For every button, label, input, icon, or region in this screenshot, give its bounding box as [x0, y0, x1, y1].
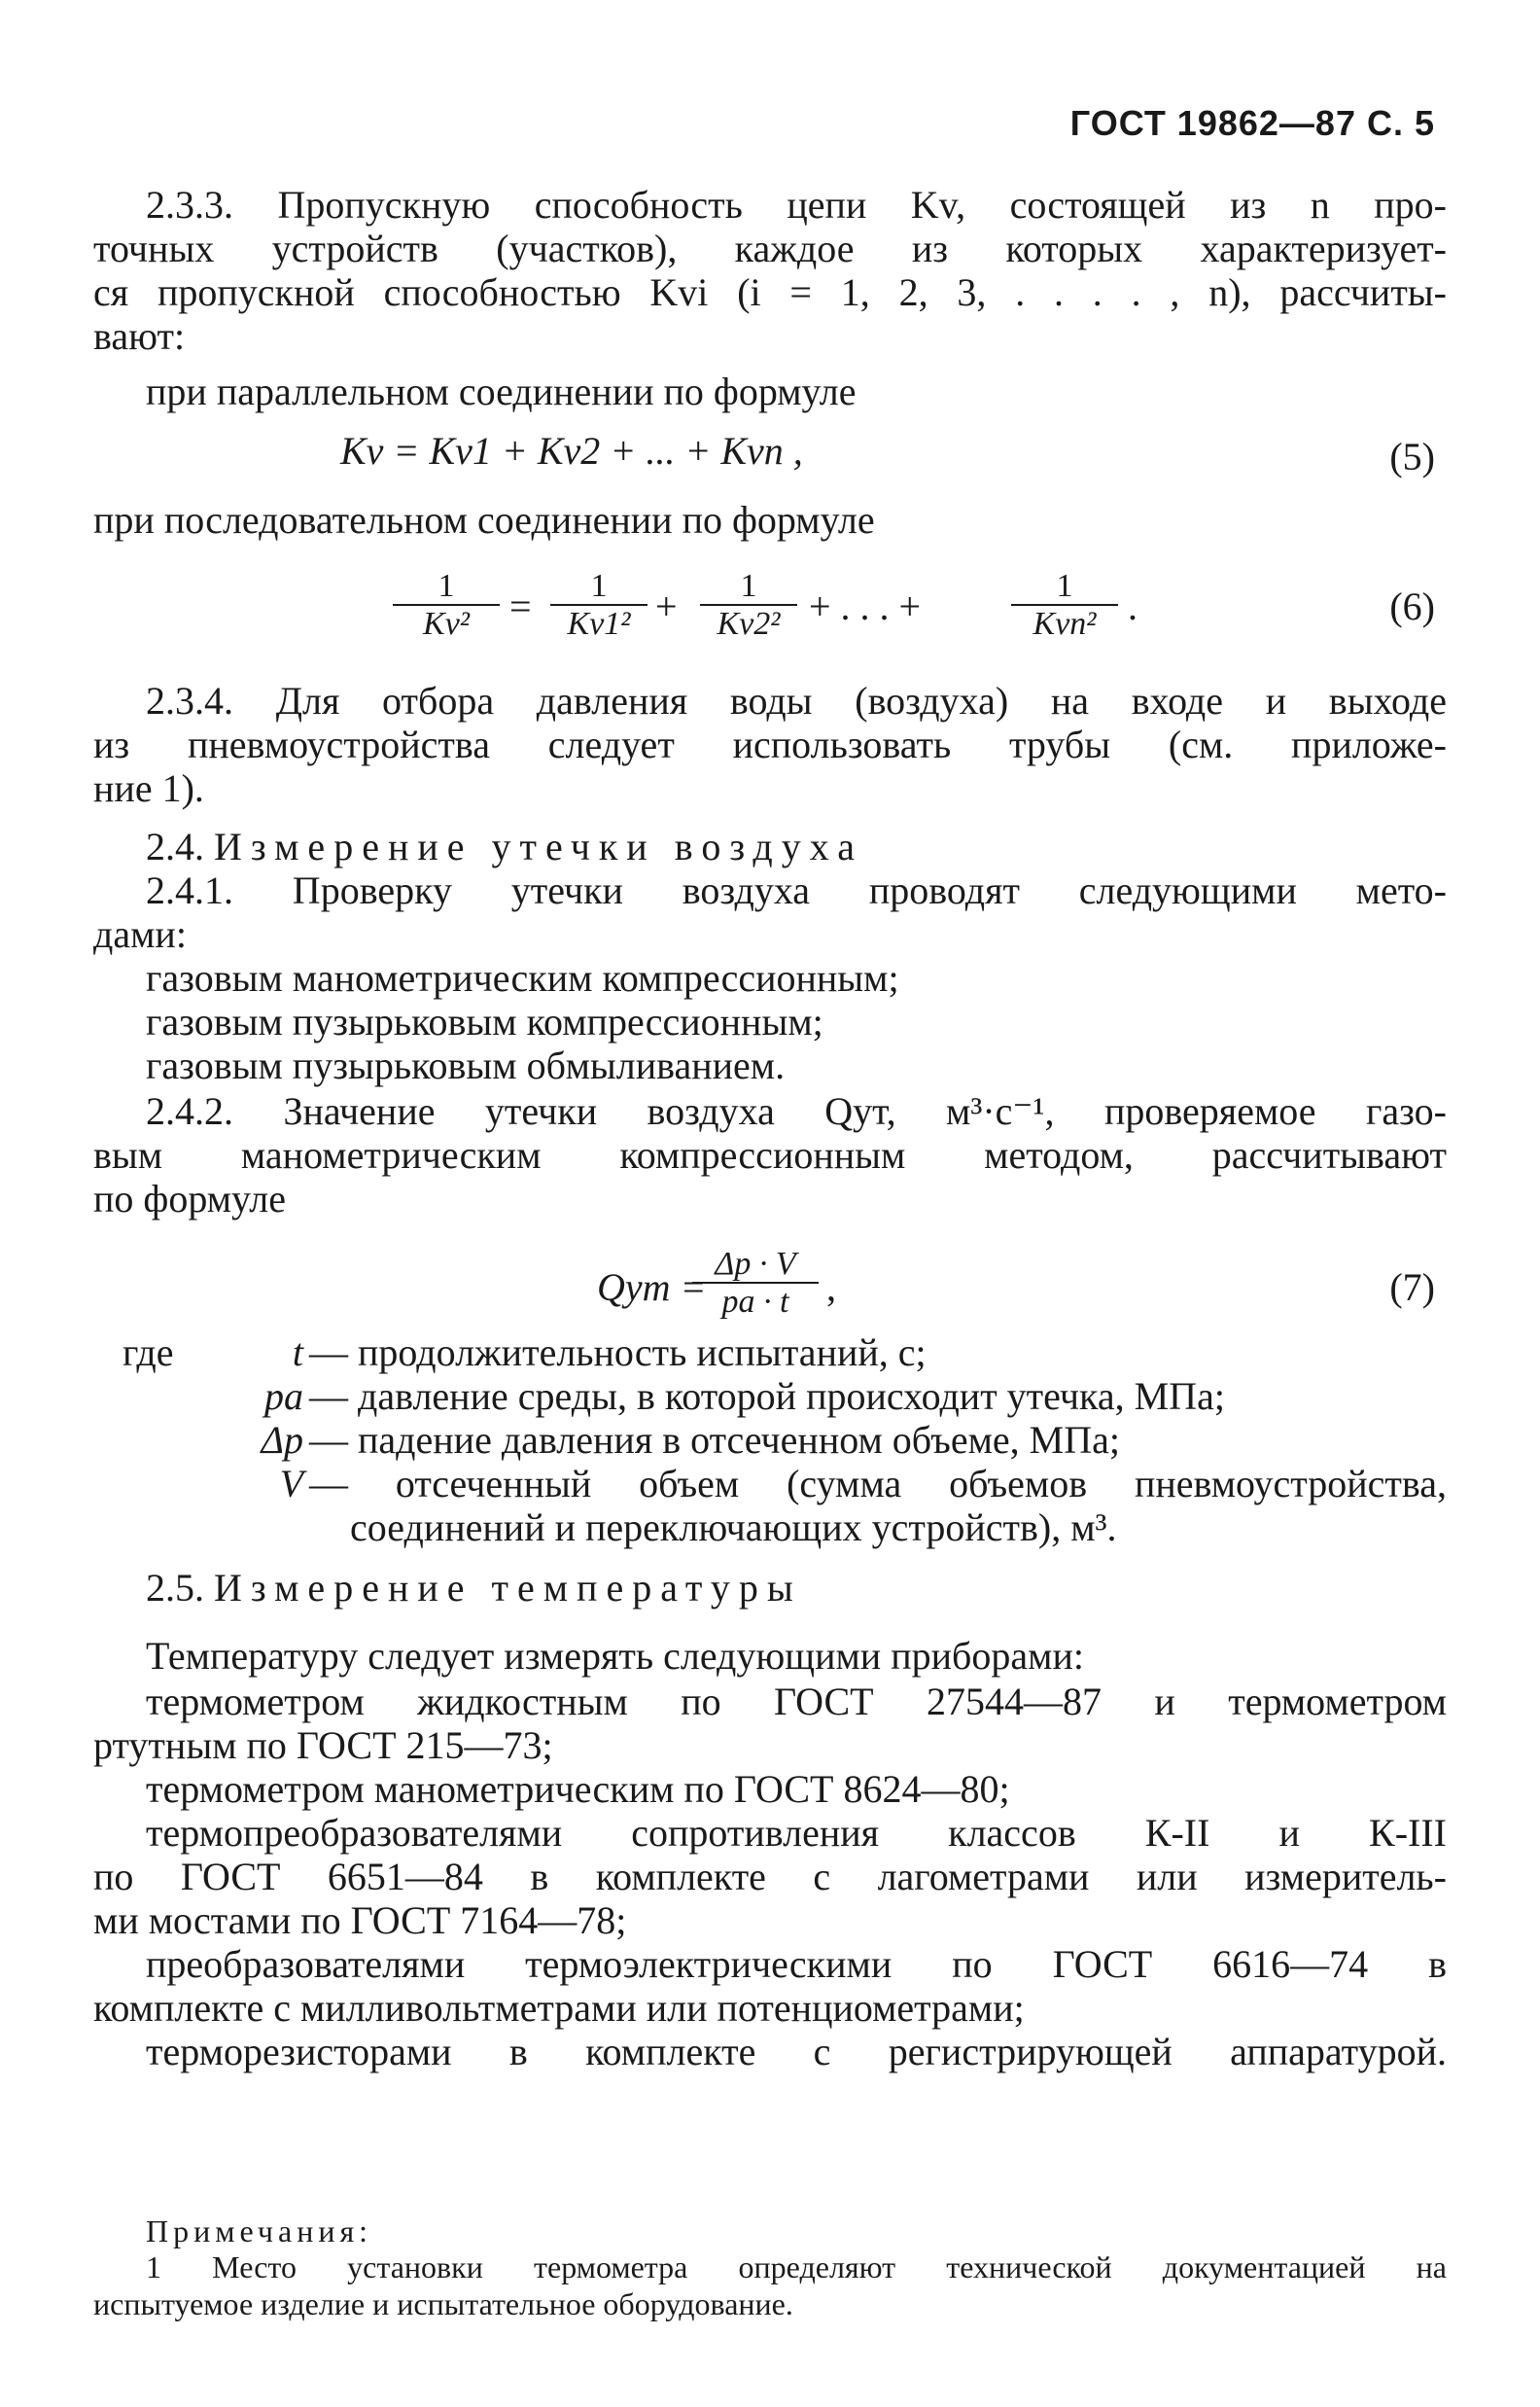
text-line: термометром жидкостным по ГОСТ 27544—87 и термометром	[146, 1680, 1447, 1723]
fraction: 1 Kv2²	[700, 569, 797, 643]
text-line: по ГОСТ 6651—84 в комплекте с лагометрами или измеритель-	[93, 1855, 1447, 1898]
equation-5: Kv = Kv1 + Kv2 + ... + Kvn ,	[340, 429, 803, 473]
equation-number: (6)	[1389, 584, 1435, 628]
equation-number: (7)	[1389, 1265, 1435, 1309]
text-line: комплекте с милливольтметрами или потенциометрами;	[93, 1986, 1025, 2030]
text-line: 2.3.4. Для отбора давления воды (воздуха) на входе и выходе	[146, 679, 1447, 723]
text-line: точных устройств (участков), каждое из которых характеризует-	[93, 227, 1447, 270]
text-line: ние 1).	[93, 766, 204, 810]
fraction: 1 Kv1²	[550, 569, 648, 643]
eq5-term: Kvn	[720, 429, 784, 473]
definition: — давление среды, в которой происходит утечка, МПа;	[309, 1374, 1225, 1418]
list-item: газовым манометрическим компрессионным;	[146, 956, 899, 1000]
text-line: ми мостами по ГОСТ 7164—78;	[93, 1898, 627, 1942]
text-line: 2.4.2. Значение утечки воздуха Qут, м³·с⁻¹, проверяемое газо-	[146, 1089, 1447, 1133]
equals-sign: =	[509, 584, 532, 628]
text-line: при последовательном соединении по формуле	[93, 498, 875, 542]
note-line: испытуемое изделие и испытательное оборудование.	[93, 2286, 793, 2321]
text-line: ся пропускной способностью Kvi (i = 1, 2, 3, . . . . , n), рассчиты-	[93, 270, 1447, 314]
text-line: при параллельном соединении по формуле	[146, 370, 857, 413]
eq5-term: ...	[646, 429, 676, 473]
fraction: 1 Kv²	[393, 569, 500, 643]
text-line: термопреобразователями сопротивления классов К-II и К-III	[146, 1811, 1447, 1855]
notes-title: Примечания:	[146, 2213, 373, 2248]
period: .	[1128, 584, 1138, 628]
fraction: 1 Kvn²	[1011, 569, 1118, 643]
list-item: газовым пузырьковым компрессионным;	[146, 1000, 823, 1044]
text-line: дами:	[93, 912, 187, 956]
eq5-term: Kv2	[537, 429, 601, 473]
text-line: термометром манометрическим по ГОСТ 8624—80;	[146, 1767, 1010, 1811]
eq7-lhs: Qут =	[597, 1265, 707, 1309]
text-line: из пневмоустройства следует использовать трубы (см. приложе-	[93, 723, 1447, 766]
symbol: Δp	[261, 1418, 303, 1462]
text-line: вым манометрическим компрессионным методом, рассчитывают	[93, 1133, 1447, 1177]
definition: соединений и переключающих устройств), м³.	[350, 1505, 1117, 1549]
section-title: 2.4. Измерение утечки воздуха	[146, 825, 863, 868]
text-line: Температуру следует измерять следующими приборами:	[146, 1634, 1084, 1678]
eq5-term: Kv1	[429, 429, 492, 473]
where-label: где	[122, 1330, 174, 1374]
definition: — продолжительность испытаний, с;	[309, 1330, 927, 1374]
fraction: Δp · V pa · t	[692, 1247, 819, 1321]
text-line: вают:	[93, 314, 186, 358]
text-line: ртутным по ГОСТ 215—73;	[93, 1723, 553, 1767]
page-header: ГОСТ 19862—87 С. 5	[1069, 103, 1435, 143]
plus-sign: +	[655, 584, 678, 628]
ellipsis: + . . . +	[809, 584, 922, 628]
definition: — отсеченный объем (сумма объемов пневмоустройства,	[309, 1462, 1447, 1505]
section-title: 2.5. Измерение температуры	[146, 1566, 802, 1610]
note-line: 1 Место установки термометра определяют технической документацией на	[146, 2249, 1447, 2284]
symbol: V	[279, 1462, 303, 1505]
text-line: терморезисторами в комплекте с регистрирующей аппаратурой.	[146, 2030, 1447, 2073]
definition: — падение давления в отсеченном объеме, МПа;	[309, 1418, 1120, 1462]
eq5-lhs: Kv	[340, 429, 384, 473]
comma: ,	[826, 1265, 836, 1309]
text-line: преобразователями термоэлектрическими по ГОСТ 6616—74 в	[146, 1942, 1447, 1986]
list-item: газовым пузырьковым обмыливанием.	[146, 1044, 786, 1087]
text-line: 2.3.3. Пропускную способность цепи Kv, состоящей из n про-	[146, 183, 1447, 227]
symbol: pa	[264, 1374, 303, 1418]
symbol: t	[292, 1330, 303, 1374]
equation-number: (5)	[1389, 435, 1435, 478]
text-line: 2.4.1. Проверку утечки воздуха проводят следующими мето-	[146, 868, 1447, 912]
text-line: по формуле	[93, 1177, 286, 1221]
